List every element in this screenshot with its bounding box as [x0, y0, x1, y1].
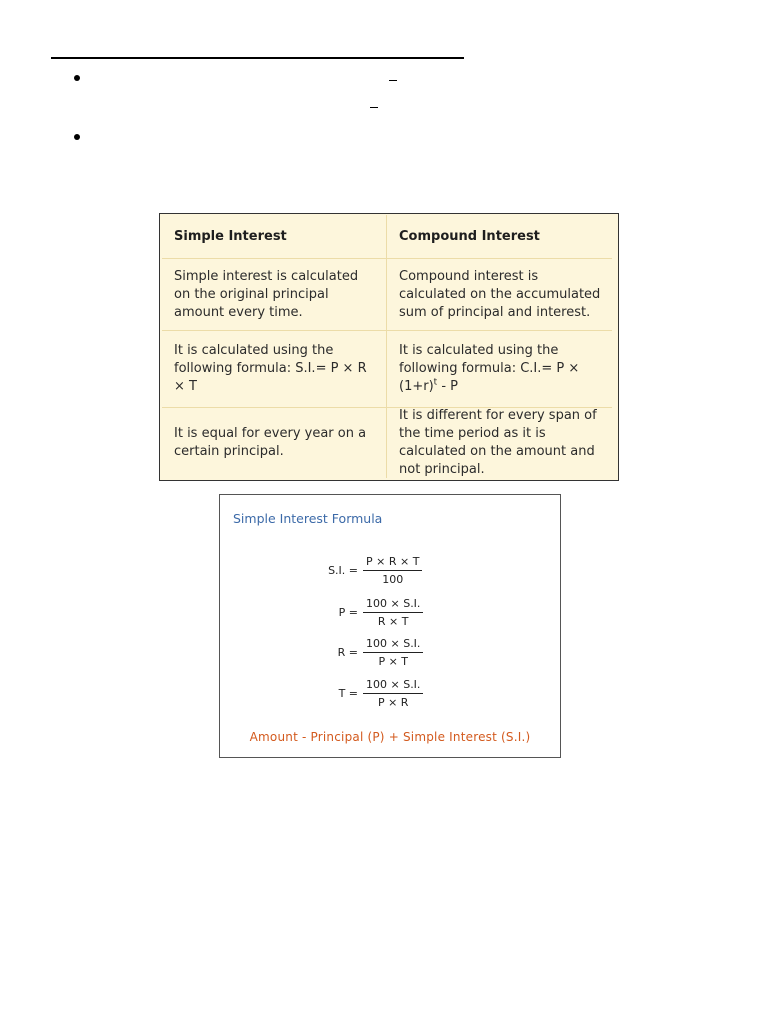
formula-r: [316, 637, 423, 668]
table-cell: Simple interest is calculated on the original principal amount every time.: [162, 259, 387, 331]
table-cell: It is different for every span of the time period as it is calculated on the amount and not principal.: [399, 408, 597, 477]
denominator: P × R: [377, 696, 409, 709]
fraction: [363, 597, 423, 628]
table-cell: Compound interest is calculated on the accumulated sum of principal and interest.: [387, 259, 612, 331]
compound-formula-text: It is calculated using the following formula: C.I.= P × (1+r): [399, 343, 580, 394]
bullet-icon: [74, 75, 80, 81]
numerator: P × R × T: [366, 555, 420, 568]
table-cell: It is equal for every year on a certain principal.: [162, 408, 387, 478]
fraction: [363, 555, 422, 586]
compound-formula-tail: - P: [437, 379, 458, 394]
numerator: 100 × S.I.: [366, 637, 421, 650]
formula-t: [316, 678, 423, 709]
bullet-icon: [74, 134, 80, 140]
formula-si: [316, 555, 422, 586]
comparison-table: [159, 213, 619, 481]
dash-mark: [370, 107, 378, 108]
formula-p: [316, 597, 423, 628]
formula-lhs: T =: [338, 687, 358, 700]
heading-underline: [51, 57, 464, 59]
formula-lhs: S.I. =: [328, 564, 358, 577]
numerator: 100 × S.I.: [366, 597, 421, 610]
numerator: 100 × S.I.: [366, 678, 421, 691]
table-cell: [387, 331, 612, 408]
formula-lhs: P =: [338, 606, 358, 619]
simple-interest-formula-card: [219, 494, 561, 758]
fraction: [363, 637, 423, 668]
card-title: Simple Interest Formula: [233, 511, 383, 526]
amount-formula-line: Amount - Principal (P) + Simple Interest (S.I.): [249, 730, 531, 744]
table-header-compound: Compound Interest: [387, 215, 612, 259]
table-header-simple: Simple Interest: [162, 215, 387, 259]
exponent-t: t: [433, 377, 438, 388]
denominator: R × T: [377, 615, 409, 628]
table-cell: It is calculated using the following formula: S.I.= P × R × T: [162, 331, 387, 408]
denominator: 100: [382, 573, 404, 586]
denominator: P × T: [378, 655, 408, 668]
dash-mark: [389, 80, 397, 81]
formula-lhs: R =: [337, 646, 358, 659]
fraction: [363, 678, 423, 709]
